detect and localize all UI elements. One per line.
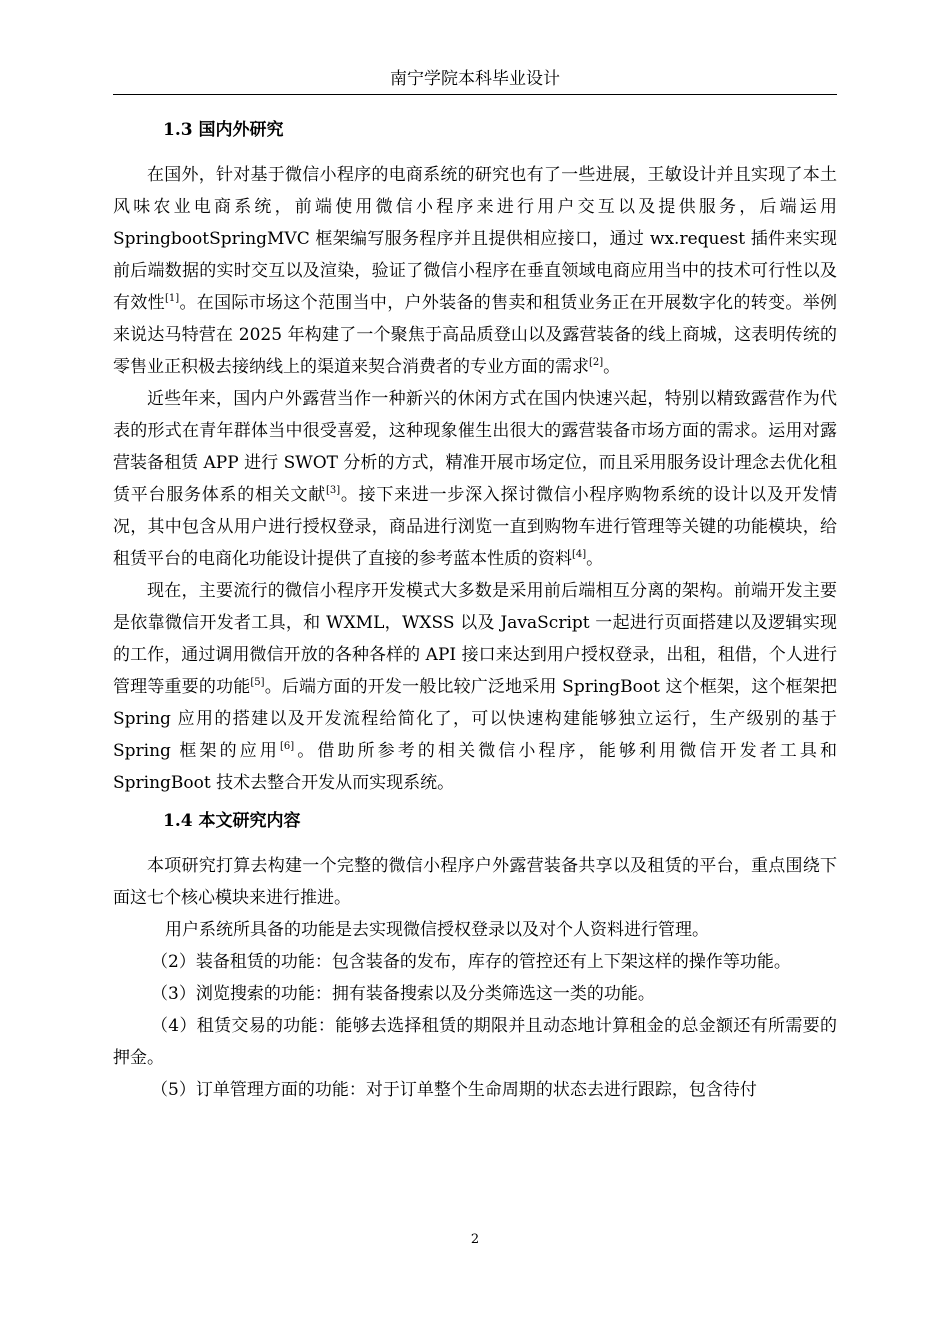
header-title: 南宁学院本科毕业设计 <box>390 69 560 89</box>
page-header <box>113 66 837 95</box>
citation-ref: [3] <box>325 485 341 496</box>
paragraph: 本项研究打算去构建一个完整的微信小程序户外露营装备共享以及租赁的平台，重点围绕下面这七个核心模块来进行推进。 <box>113 856 837 908</box>
citation-ref: [4] <box>572 549 587 560</box>
citation-ref: [6] <box>279 741 295 752</box>
section-heading: 1.3 国内外研究 <box>163 120 284 140</box>
list-item: （2）装备租赁的功能：包含装备的发布，库存的管控还有上下架这样的操作等功能。 <box>151 952 791 972</box>
paragraph: 在国外，针对基于微信小程序的电商系统的研究也有了一些进展，王敏设计并且实现了本土风味农业电商系统，前端使用微信小程序来进行用户交互以及提供服务，后端运用 SpringbootSpringMVC 框架编写服务程序并且提供相应接口，通过 wx.request 插件来实现前后端数据的实时交互以及渲染，验证了微信小程序在垂直领域电商应用当中的技术可行性以及有效性[1]。在国际市场这个范围当中，户外装备的售卖和租赁业务正在开展数字化的转变。举例来说达马特营在 2025 年构建了一个聚焦于高品质登山以及露营装备的线上商城，这表明传统的零售业正积极去接纳线上的渠道来契合消费者的专业方面的需求[2]。 <box>113 165 838 377</box>
list-item: （3）浏览搜索的功能：拥有装备搜索以及分类筛选这一类的功能。 <box>151 984 655 1004</box>
citation-ref: [2] <box>589 357 604 368</box>
document-body <box>113 116 837 1106</box>
paragraph: 近些年来，国内户外露营当作一种新兴的休闲方式在国内快速兴起，特别以精致露营作为代表的形式在青年群体当中很受喜爱，这种现象催生出很大的露营装备市场方面的需求。运用对露营装备租赁 APP 进行 SWOT 分析的方式，精准开展市场定位，而且采用服务设计理念去优化租赁平台服务体系的相关文献[3]。接下来进一步深入探讨微信小程序购物系统的设计以及开发情况，其中包含从用户进行授权登录，商品进行浏览一直到购物车进行管理等关键的功能模块，给租赁平台的电商化功能设计提供了直接的参考蓝本性质的资料[4]。 <box>113 389 838 569</box>
list-item: （4）租赁交易的功能：能够去选择租赁的期限并且动态地计算租金的总金额还有所需要的押金。 <box>113 1016 837 1068</box>
paragraph: 现在，主要流行的微信小程序开发模式大多数是采用前后端相互分离的架构。前端开发主要是依靠微信开发者工具，和 WXML，WXSS 以及 JavaScript 一起进行页面搭建以及逻辑实现的工作，通过调用微信开放的各种各样的 API 接口来达到用户授权登录，出租，租借，个人进行管理等重要的功能[5]。后端方面的开发一般比较广泛地采用 SpringBoot 这个框架，这个框架把 Spring 应用的搭建以及开发流程给简化了，可以快速构建能够独立运行，生产级别的基于 Spring 框架的应用[6]。借助所参考的相关微信小程序，能够利用微信开发者工具和 SpringBoot 技术去整合开发从而实现系统。 <box>113 581 838 793</box>
citation-ref: [1] <box>164 293 180 304</box>
section-heading: 1.4 本文研究内容 <box>163 811 301 831</box>
list-item: （5）订单管理方面的功能：对于订单整个生命周期的状态去进行跟踪，包含待付 <box>151 1080 757 1100</box>
list-item: 用户系统所具备的功能是去实现微信授权登录以及对个人资料进行管理。 <box>165 920 709 940</box>
page-number: 2 <box>470 1232 480 1247</box>
citation-ref: [5] <box>250 677 265 688</box>
